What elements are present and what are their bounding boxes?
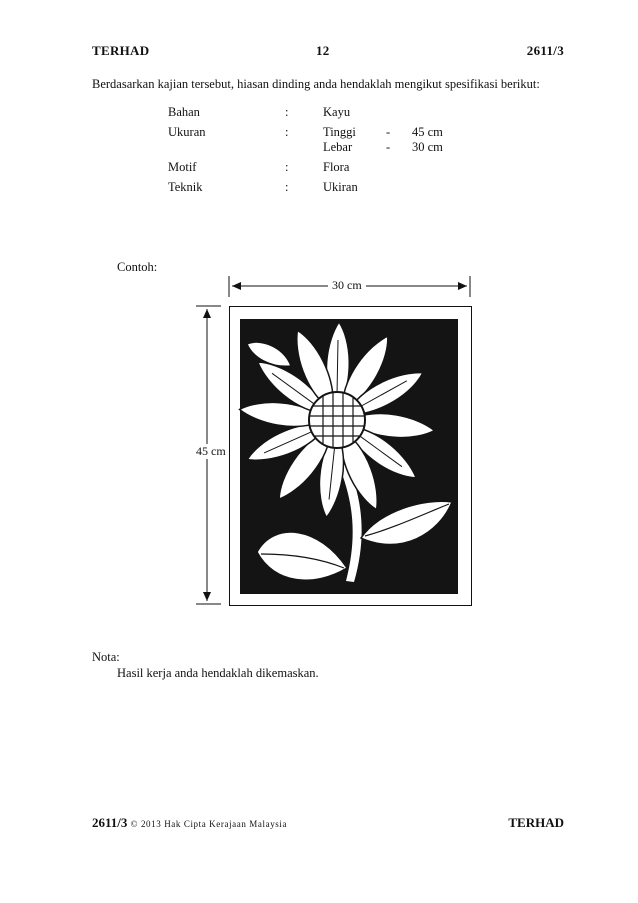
header-classification: TERHAD <box>92 43 150 58</box>
spec-bahan-value: Kayu <box>323 105 351 119</box>
spec-ukuran-sep: : <box>285 125 289 139</box>
spec-tinggi-dash: - <box>386 125 391 139</box>
footer-classification: TERHAD <box>508 815 564 830</box>
width-dimension-label: 30 cm <box>328 278 366 293</box>
spec-ukuran-label: Ukuran <box>168 125 206 139</box>
spec-lebar-value: 30 cm <box>412 140 443 154</box>
nota-text: Hasil kerja anda hendaklah dikemaskan. <box>117 666 319 680</box>
spec-lebar-dash: - <box>386 140 391 154</box>
spec-teknik-label: Teknik <box>168 180 203 194</box>
intro-text: Berdasarkan kajian tersebut, hiasan dinding anda hendaklah mengikut spesifikasi berikut: <box>92 77 540 91</box>
spec-tinggi-label: Tinggi <box>323 125 356 139</box>
example-label: Contoh: <box>117 260 158 274</box>
spec-bahan-label: Bahan <box>168 105 200 119</box>
spec-lebar-label: Lebar <box>323 140 353 154</box>
spec-motif-label: Motif <box>168 160 197 174</box>
footer-code: 2611/3 <box>92 815 128 830</box>
height-dimension-label: 45 cm <box>192 444 230 459</box>
spec-bahan-sep: : <box>285 105 289 119</box>
spec-motif-value: Flora <box>323 160 350 174</box>
spec-teknik-sep: : <box>285 180 289 194</box>
footer-copyright: © 2013 Hak Cipta Kerajaan Malaysia <box>130 819 288 829</box>
footer-code-line <box>92 815 287 831</box>
paper-code: 2611/3 <box>526 43 564 58</box>
spec-tinggi-value: 45 cm <box>412 125 443 139</box>
spec-motif-sep: : <box>285 160 289 174</box>
sunflower-carving-illustration <box>229 306 472 606</box>
spec-teknik-value: Ukiran <box>323 180 358 194</box>
page-number: 12 <box>316 43 330 58</box>
nota-title: Nota: <box>92 650 120 664</box>
